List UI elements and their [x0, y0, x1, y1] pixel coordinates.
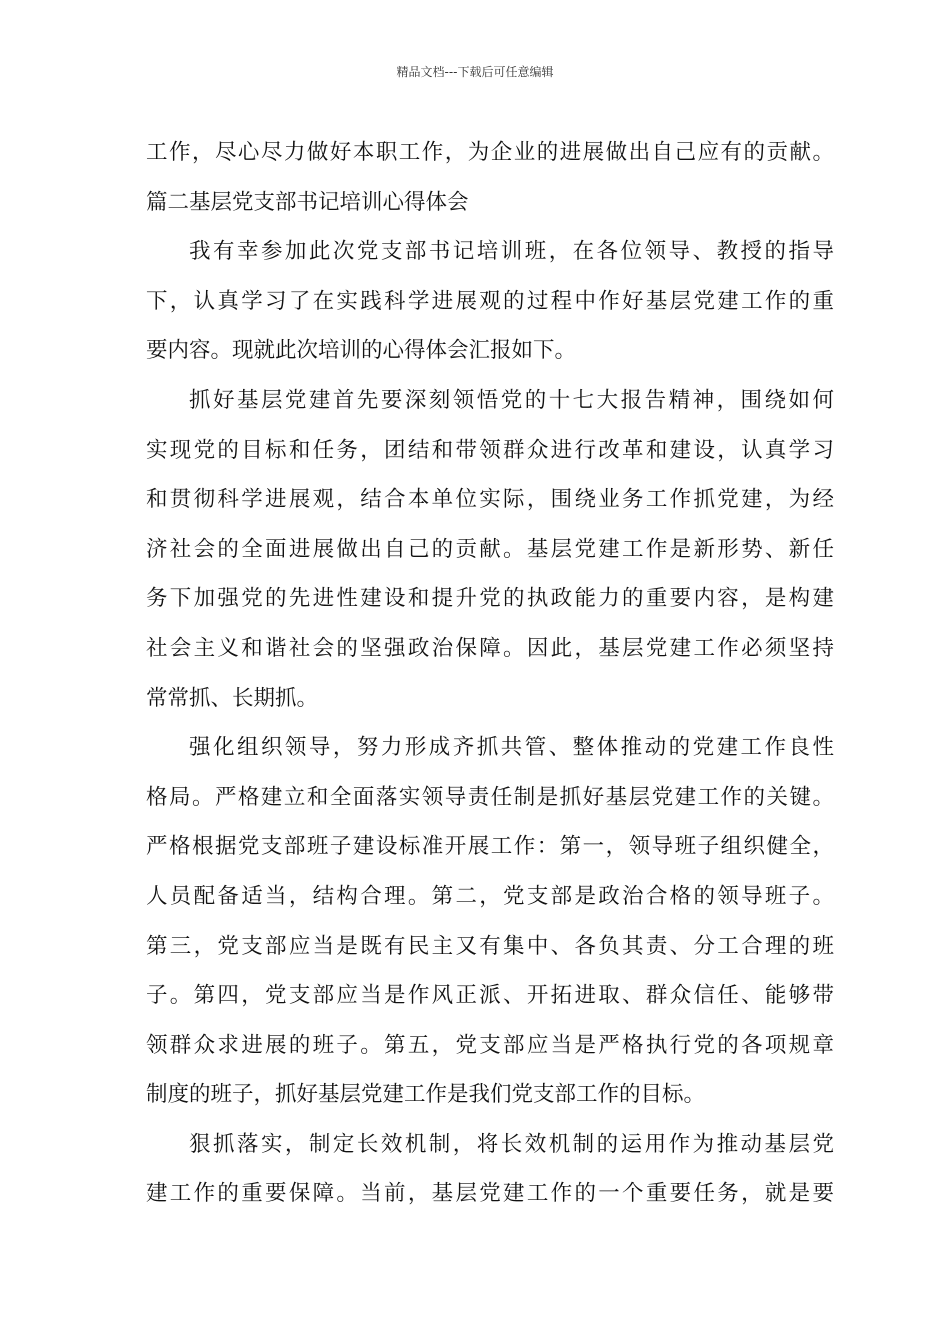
text-line: 济社会的全面进展做出自己的贡献。基层党建工作是新形势、新任	[146, 536, 834, 562]
text-line: 实现党的目标和任务，团结和带领群众进行改革和建设，认真学习	[146, 437, 834, 463]
text-line: 务下加强党的先进性建设和提升党的执政能力的重要内容，是构建	[146, 586, 834, 612]
text-line: 建工作的重要保障。当前，基层党建工作的一个重要任务，就是要	[146, 1181, 834, 1207]
text-line: 格局。严格建立和全面落实领导责任制是抓好基层党建工作的关键。	[146, 784, 834, 810]
text-line: 人员配备适当，结构合理。第二，党支部是政治合格的领导班子。	[146, 883, 834, 909]
text-line: 要内容。现就此次培训的心得体会汇报如下。	[146, 338, 577, 364]
text-line: 领群众求进展的班子。第五，党支部应当是严格执行党的各项规章	[146, 1032, 834, 1058]
text-line: 第三，党支部应当是既有民主又有集中、各负其责、分工合理的班	[146, 933, 834, 959]
text-line: 狠抓落实，制定长效机制，将长效机制的运用作为推动基层党	[189, 1131, 834, 1157]
text-line: 下，认真学习了在实践科学进展观的过程中作好基层党建工作的重	[146, 288, 834, 314]
text-line: 常常抓、长期抓。	[146, 685, 319, 711]
text-line: 社会主义和谐社会的坚强政治保障。因此，基层党建工作必须坚持	[146, 635, 834, 661]
text-line: 制度的班子，抓好基层党建工作是我们党支部工作的目标。	[146, 1082, 706, 1108]
text-line: 我有幸参加此次党支部书记培训班，在各位领导、教授的指导	[189, 239, 834, 265]
text-line: 严格根据党支部班子建设标准开展工作：第一，领导班子组织健全，	[146, 834, 834, 860]
text-line: 强化组织领导，努力形成齐抓共管、整体推动的党建工作良性	[189, 735, 834, 761]
text-line: 子。第四，党支部应当是作风正派、开拓进取、群众信任、能够带	[146, 983, 834, 1009]
text-line: 抓好基层党建首先要深刻领悟党的十七大报告精神，围绕如何	[189, 387, 834, 413]
document-body	[146, 128, 834, 1219]
text-line: 和贯彻科学进展观，结合本单位实际，围绕业务工作抓党建，为经	[146, 487, 834, 513]
text-line: 工作，尽心尽力做好本职工作，为企业的进展做出自己应有的贡献。	[146, 140, 834, 165]
text-line: 篇二基层党支部书记培训心得体会	[146, 189, 469, 215]
page-header: 精品文档---下载后可任意编辑	[396, 65, 554, 79]
